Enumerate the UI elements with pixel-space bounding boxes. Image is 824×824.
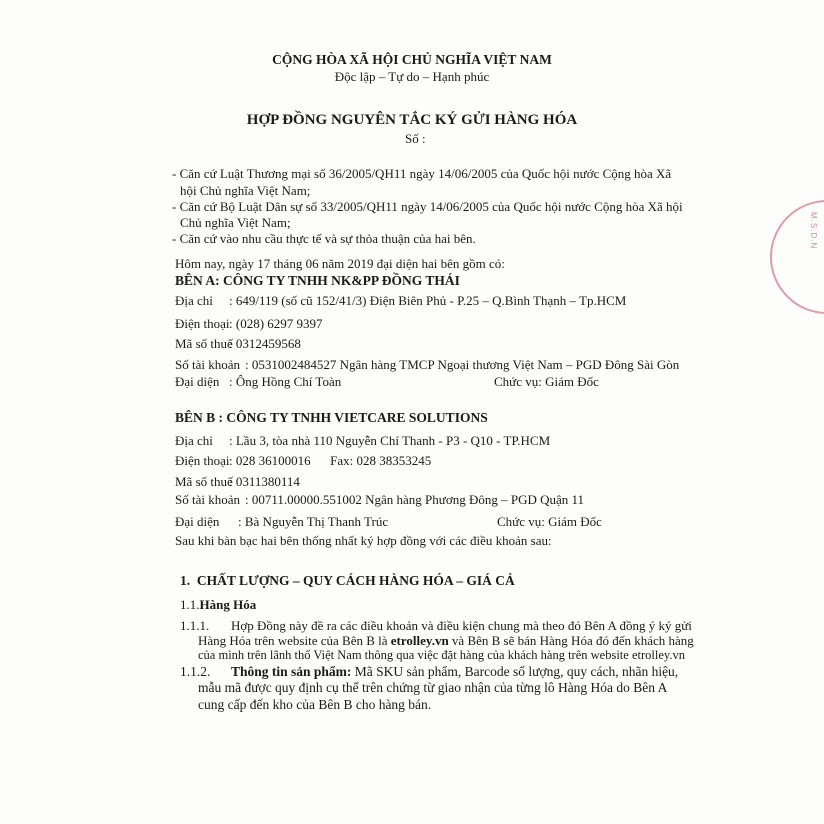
section-1-title: 1. CHẤT LƯỢNG – QUY CÁCH HÀNG HÓA – GIÁ CẢ (180, 573, 515, 588)
contract-title: HỢP ĐỒNG NGUYÊN TẮC KÝ GỬI HÀNG HÓA (246, 112, 578, 128)
subsection-1-1-number: 1.1. (180, 597, 200, 612)
clause-1-1-2-line: cung cấp đến kho của Bên B cho hàng bán. (198, 697, 432, 712)
party-a-rep-label: Đại diện (175, 374, 220, 389)
party-a-account: : 0531002484527 Ngân hàng TMCP Ngoại thương Việt Nam – PGD Đông Sài Gòn (245, 357, 680, 372)
subsection-1-1 (180, 597, 256, 613)
party-a-address-label: Địa chỉ (175, 293, 213, 308)
party-a-account-label: Số tài khoản (175, 357, 240, 372)
party-b-account-label: Số tài khoản (175, 492, 240, 507)
party-b-tax: : 0311380114 (229, 474, 300, 489)
clause-1-1-1-line: của mình trên lãnh thổ Việt Nam thông qua việc đặt hàng của khách hàng trên website etrolley.vn (198, 648, 685, 662)
website-name: etrolley.vn (390, 633, 449, 648)
party-b-rep: : Bà Nguyễn Thị Thanh Trúc (238, 514, 389, 529)
clause-1-1-1-number: 1.1.1. (180, 618, 210, 633)
party-a-phone-label: Điện thoại (175, 316, 230, 331)
party-b-address: : Lầu 3, tòa nhà 110 Nguyễn Chí Thanh - P3 - Q10 - TP.HCM (229, 433, 551, 448)
legal-basis-item: - Căn cứ Luật Thương mại số 36/2005/QH11 ngày 14/06/2005 của Quốc hội nước Cộng hòa Xã (172, 166, 672, 181)
party-b-position: Chức vụ: Giám Đốc (497, 514, 602, 529)
subsection-1-1-title: Hàng Hóa (199, 597, 257, 612)
national-motto: Độc lập – Tự do – Hạnh phúc (334, 69, 490, 84)
party-a-tax-label: Mã số thuế (175, 336, 233, 351)
clause-1-1-2-number: 1.1.2. (180, 664, 211, 679)
clause-1-1-2-line: mẫu mã được quy định cụ thể trên chứng từ giao nhận của từng lô Hàng Hóa do Bên A (198, 680, 668, 695)
party-b-account: : 00711.00000.551002 Ngân hàng Phương Đông – PGD Quận 11 (245, 492, 585, 507)
legal-basis-item-cont: Chủ nghĩa Việt Nam; (180, 215, 291, 230)
agreement-intro: Sau khi bàn bạc hai bên thống nhất ký hợp đồng với các điều khoản sau: (175, 533, 552, 548)
clause-1-1-2-line (231, 664, 678, 680)
party-b-rep-label: Đại diện (175, 514, 220, 529)
company-stamp-text: M.S.D.N (809, 212, 818, 250)
party-b-phone: : 028 36100016 Fax: 028 38353245 (229, 453, 432, 468)
legal-basis-item: - Căn cứ vào nhu cầu thực tế và sự thỏa thuận của hai bên. (172, 231, 476, 246)
clause-1-1-1-text: và Bên B sẽ bán Hàng Hóa đó đến khách hàng (448, 633, 694, 648)
clause-1-1-1-line (198, 633, 694, 649)
party-a-address: : 649/119 (số cũ 152/41/3) Điện Biên Phủ - P.25 – Q.Bình Thạnh – Tp.HCM (229, 293, 627, 308)
clause-1-1-1-line: Hợp Đồng này đề ra các điều khoản và điều kiện chung mà theo đó Bên A đồng ý ký gửi (231, 618, 692, 633)
party-b-phone-label: Điện thoại (175, 453, 230, 468)
party-a-position: Chức vụ: Giám Đốc (494, 374, 599, 389)
clause-1-1-1-text: Hàng Hóa trên website của Bên B là (198, 633, 391, 648)
party-a-phone: : (028) 6297 9397 (229, 316, 323, 331)
party-b-tax-label: Mã số thuế (175, 474, 233, 489)
intro-text: Hôm nay, ngày 17 tháng 06 năm 2019 đại diện hai bên gồm có: (175, 256, 505, 271)
clause-1-1-2-text: Mã SKU sản phẩm, Barcode số lượng, quy cách, nhãn hiệu, (351, 664, 679, 679)
contract-number-label: Số : (405, 131, 426, 146)
legal-basis-item: - Căn cứ Bộ Luật Dân sự số 33/2005/QH11 ngày 14/06/2005 của Quốc hội nước Cộng hòa Xã hội (172, 199, 683, 214)
party-a-rep: : Ông Hồng Chí Toàn (229, 374, 342, 389)
party-b-heading: BÊN B : CÔNG TY TNHH VIETCARE SOLUTIONS (175, 410, 488, 425)
party-a-tax: : 0312459568 (229, 336, 301, 351)
clause-1-1-2-label: Thông tin sản phẩm: (231, 664, 352, 679)
party-b-address-label: Địa chỉ (175, 433, 213, 448)
legal-basis-item-cont: hội Chủ nghĩa Việt Nam; (180, 183, 311, 198)
party-a-heading: BÊN A: CÔNG TY TNHH NK&PP ĐỒNG THÁI (175, 273, 460, 288)
national-title: CỘNG HÒA XÃ HỘI CHỦ NGHĨA VIỆT NAM (272, 52, 552, 67)
